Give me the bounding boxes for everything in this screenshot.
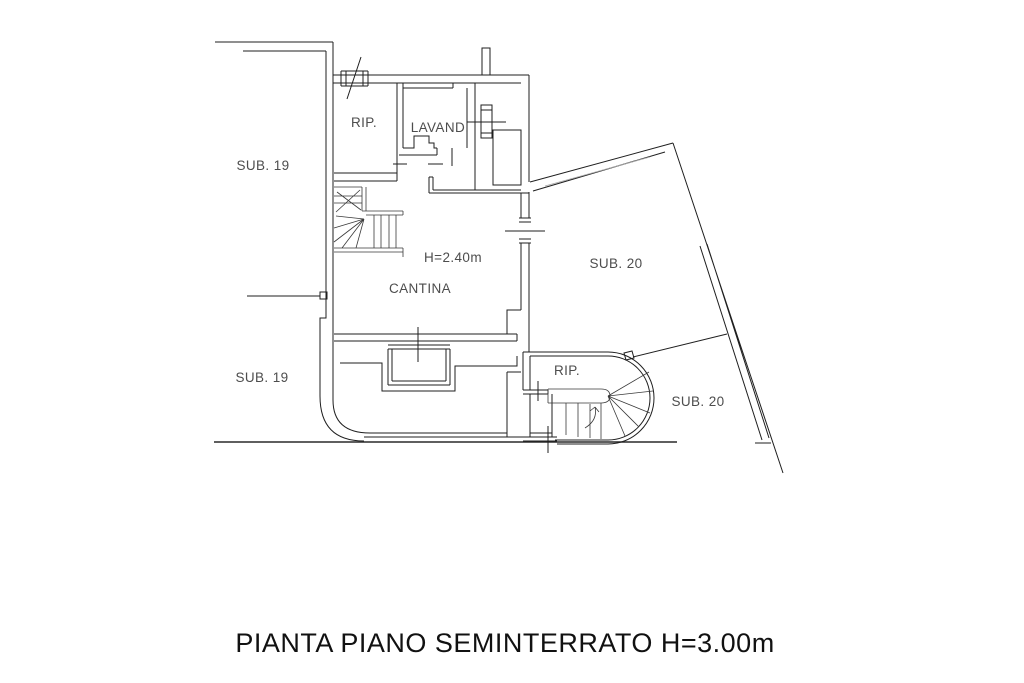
label-lavand: LAVAND.: [410, 120, 470, 135]
plan-title: PIANTA PIANO SEMINTERRATO H=3.00m: [235, 628, 775, 658]
terrace-walls: [340, 356, 523, 437]
stair-upper: [334, 187, 403, 257]
label-cantina: CANTINA: [388, 281, 452, 296]
room-rip-lower-walls: [523, 352, 654, 453]
stair-spiral: [548, 372, 653, 439]
label-rip-upper: RIP.: [350, 115, 378, 130]
window-top-rip: [341, 57, 368, 99]
interior-walls-upper: [334, 83, 529, 193]
label-sub19-lower: SUB. 19: [235, 370, 289, 385]
label-sub20-lower: SUB. 20: [671, 394, 725, 409]
label-rip-lower: RIP.: [553, 363, 581, 378]
diagonal-boundary-walls: [530, 143, 783, 473]
diagonal-inner-line: [545, 157, 650, 186]
label-ceiling-height: H=2.40m: [424, 250, 482, 265]
label-sub20-upper: SUB. 20: [589, 256, 643, 271]
bay-window-cantina: [388, 327, 450, 385]
window-cantina-right: [505, 218, 545, 243]
label-sub19-upper: SUB. 19: [236, 158, 290, 173]
window-lavand: [467, 105, 506, 138]
